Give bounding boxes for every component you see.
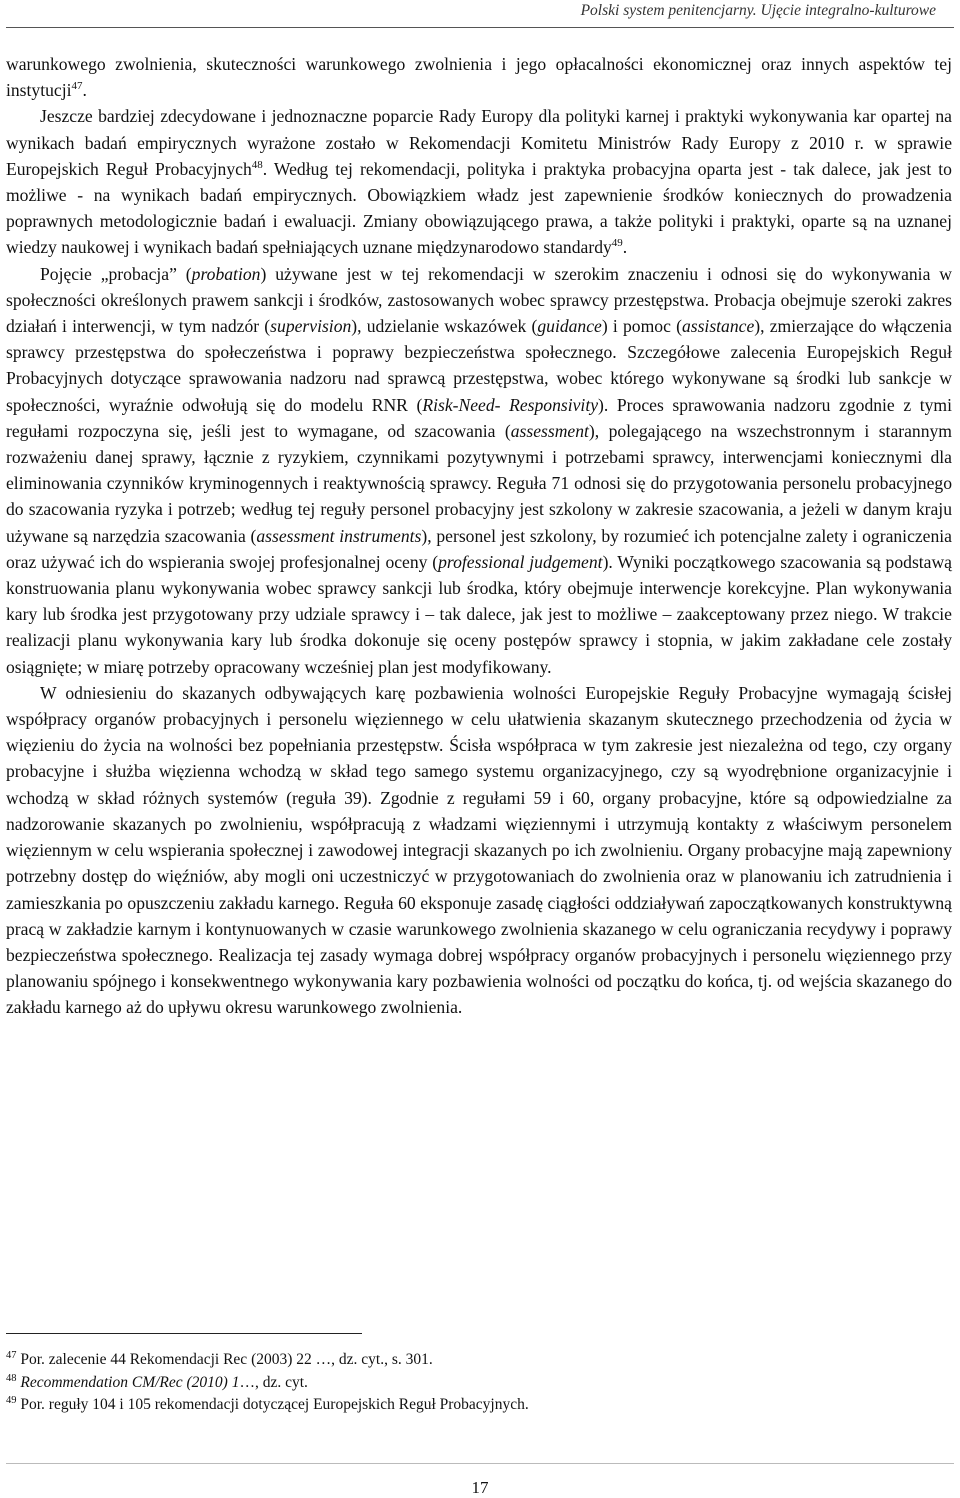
running-header: Polski system penitencjarny. Ujęcie integralno-kulturowe <box>580 2 936 19</box>
term-assistance: assistance <box>681 316 755 337</box>
term-assessment-instruments: assessment instruments <box>256 525 422 546</box>
page-number: 17 <box>471 1478 489 1497</box>
footnotes <box>6 1349 952 1417</box>
footnote-ref-47[interactable]: 47 <box>71 80 83 93</box>
footnote-48: $^{48}$ Recommendation CM/Rec (2010) 1…, dz. cyt. <box>6 1372 308 1391</box>
term-supervision: supervision <box>270 316 352 337</box>
paragraph-1: warunkowego zwolnienia, skuteczności warunkowego zwolnienia i jego opłacalności ekonomicznej oraz innych aspektów tej instytucji$^{47}$. <box>6 54 952 101</box>
paragraph-4: W odniesieniu do skazanych odbywających karę pozbawienia wolności Europejskie Reguły Probacyjne wymagają ścisłej współpracy organów probacyjnych i personelu więziennego w celu ułatwienia skazanym skutecznego przechodzenia od życia w więzieniu do życia na wolności bez popełniania przestępstw. Ścisła współpraca w tym zakresie jest niezależna od tego, czy organy probacyjne i służba więzienna wchodzą w skład tego samego systemu organizacyjnego, czy są wyodrębnione organizacyjnie i wchodzą w skład różnych systemów (reguła 39). Zgodnie z regułami 59 i 60, organy probacyjne, które są odpowiedzialne za nadzorowanie skazanych po zwolnieniu, współpracują z władzami więziennymi i utrzymują kontakty z właściwym personelem więziennym w celu wspierania społecznej i zawodowej integracji skazanych po ich zwolnieniu. Organy probacyjne mają zapewniony potrzebny dostęp do więźniów, aby mogli oni uczestniczyć w przygotowaniach do zwolnienia oraz w planowaniu ich zatrudnienia i zamieszkania po opuszczeniu zakładu karnego. Reguła 60 eksponuje zasadę ciągłości oddziaływań zapoczątkowanych konstruktywną pracą w zakładzie karnym i kontynuowanych w czasie warunkowego zwolnienia skazanego w celu ograniczania recydywy i poprawy bezpieczeństwa społecznego. Realizacja tej zasady wymaga dobrej współpracy organów probacyjnych i personelu więziennego przy planowaniu spójnego i konsekwentnego wykonywania kary pozbawienia wolności od początku do końca, tj. od wejścia skazanego do zakładu karnego aż do upływu okresu warunkowego zwolnienia. <box>6 682 952 1018</box>
term-professional-judgement: professional judgement <box>438 551 603 572</box>
footnote-ref-49[interactable]: 49 <box>611 237 623 250</box>
footer-divider <box>6 1463 954 1464</box>
term-guidance: guidance <box>537 316 602 337</box>
footnote-47: $^{47}$ Por. zalecenie 44 Rekomendacji Rec (2003) 22 …, dz. cyt., s. 301. <box>6 1349 433 1368</box>
paragraph-2: Jeszcze bardziej zdecydowane i jednoznaczne poparcie Rady Europy dla polityki karnej i praktyki wykonywania kar opartej na wynikach badań empirycznych wyrażone zostało w Rekomendacji Komitetu Ministrów Rady Europy z 2010 r. w sprawie Europejskich Reguł Probacyjnych$^{48}$. Według tej rekomendacji, polityka i praktyka probacyjna oparta jest - tak dalece, jak jest to możliwe - na wynikach badań empirycznych. Obowiązkiem władz jest zapewnienie środków koniecznych do prowadzenia poprawnych metodologicznie badań i ewaluacji. Zmiany obowiązującego prawa, a także polityki i praktyki, oparte są na uznanej wiedzy naukowej i wynikach badań spełniających uznane międzynarodowo standardy$^{49}$. <box>6 106 952 258</box>
footnote-ref-48[interactable]: 48 <box>251 158 263 171</box>
footnote-49: $^{49}$ Por. reguły 104 i 105 rekomendacji dotyczącej Europejskich Reguł Probacyjnych. <box>6 1394 529 1413</box>
main-text <box>6 51 952 1021</box>
term-probation: probation <box>191 263 261 284</box>
term-rnr: Risk-Need- Responsivity <box>422 394 599 415</box>
footnote-separator <box>6 1333 362 1334</box>
paragraph-3: Pojęcie „probacja” (probation) używane jest w tej rekomendacji w szerokim znaczeniu i odnosi się do wykonywania w społeczności określonych prawem sankcji i środków, zastosowanych wobec sprawcy przestępstwa. Probacja obejmuje szeroki zakres działań i interwencji, w tym nadzór (supervision), udzielanie wskazówek (guidance) i pomoc (assistance), zmierzające do włączenia sprawcy przestępstwa do społeczeństwa i poprawy bezpieczeństwa społecznego. Szczegółowe zalecenia Europejskich Reguł Probacyjnych dotyczące sprawowania nadzoru nad sprawcą przestępstwa, wobec którego wykonywane są środki lub sankcje w społeczności, wyraźnie odwołują się do modelu RNR (Risk-Need- Responsivity). Proces sprawowania nadzoru zgodnie z tymi regułami rozpoczyna się, jeśli jest to wymagane, od szacowania (assessment), polegającego na wszechstronnym i starannym rozważeniu danej sprawy, łącznie z ryzykiem, czynnikami pozytywnymi i potrzebami sprawcy, interwencjami koniecznymi dla eliminowania czynników kryminogennych i reaktywnością sprawcy. Reguła 71 odnosi się do przygotowania personelu probacyjnego do szacowania ryzyka i potrzeb; według tej reguły personel probacyjny jest szkolony w zakresie szacowania, a jeżeli w danym kraju używane są narzędzia szacowania (assessment instruments), personel jest szkolony, by rozumieć ich potencjalne zalety i ograniczenia oraz używać ich do wspierania swojej profesjonalnej oceny (professional judgement). Wyniki początkowego szacowania są podstawą konstruowania planu wykonywania wobec sprawcy sankcji lub środka, który obejmuje interwencje korekcyjne. Plan wykonywania kary lub środka jest przygotowany przy udziale sprawcy i – tak dalece, jak jest to możliwe – zaakceptowany przez niego. W trakcie realizacji planu wykonywania kary lub środka dokonuje się oceny postępów sprawcy i stopnia, w jakim zakładane cele zostały osiągnięte; w miarę potrzeby opracowany wcześniej plan jest modyfikowany. <box>6 263 952 677</box>
header-divider <box>6 27 954 28</box>
term-assessment: assessment <box>510 420 589 441</box>
